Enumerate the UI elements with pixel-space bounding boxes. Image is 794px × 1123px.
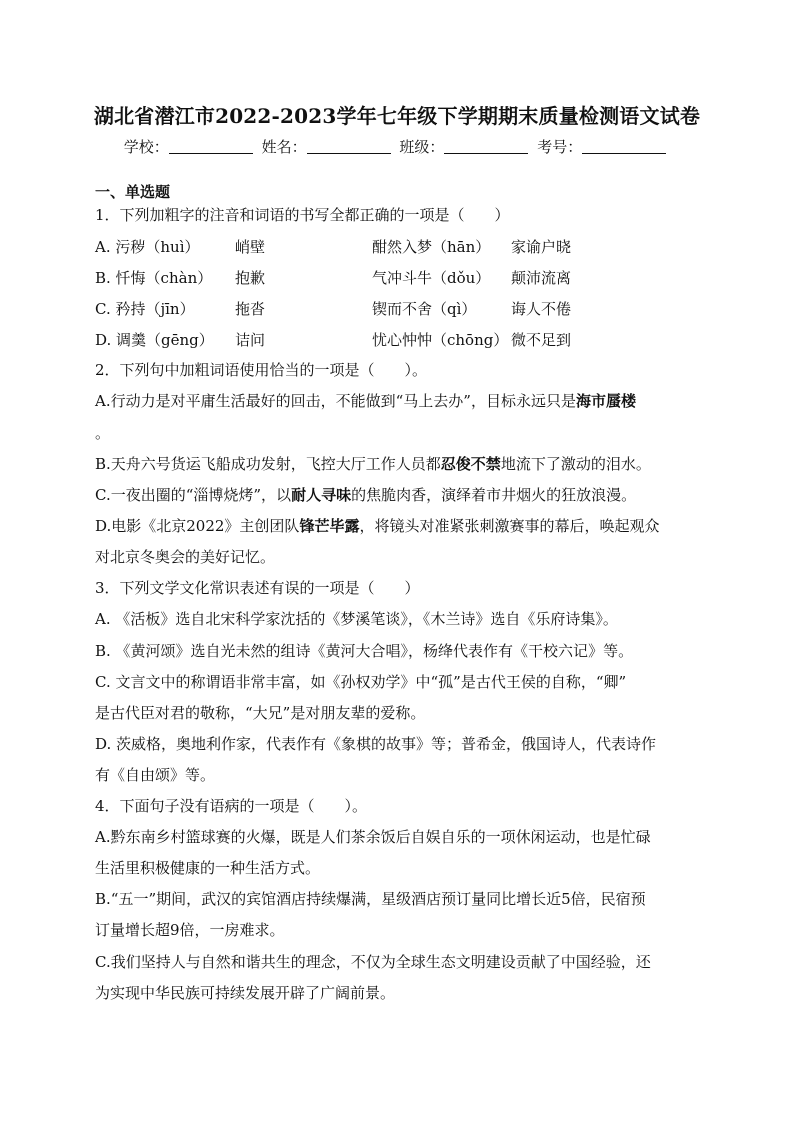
q1-option-c (95, 298, 615, 318)
school-blank[interactable] (169, 139, 253, 154)
q2-d-post: ，将镜头对准紧张刺激赛事的幕后，唤起观众 (359, 517, 660, 535)
q2-d-pre: D.电影《北京2022》主创团队 (95, 517, 300, 535)
q2-option-d-cont: 对北京冬奥会的美好记忆。 (95, 548, 276, 566)
q1-d-col2: 诘问 (235, 331, 266, 349)
q1-b-col1: B. 忏悔（chàn） (95, 269, 213, 287)
q2-c-bold: 耐人寻味 (291, 486, 352, 504)
q3-stem: 3．下列文学文化常识表述有误的一项是（ ） (95, 579, 420, 597)
q1-option-d (95, 329, 615, 349)
class-label: 班级： (399, 138, 445, 156)
q2-a-text: A.行动力是对平庸生活最好的回击，不能做到“马上去办”，目标永远只是 (95, 392, 576, 410)
q2-stem: 2．下列句中加粗词语使用恰当的一项是（ ）。 (95, 361, 428, 379)
q3-option-a: A. 《活板》选自北宋科学家沈括的《梦溪笔谈》，《木兰诗》选自《乐府诗集》。 (95, 610, 618, 628)
q2-b-pre: B.天舟六号货运飞船成功发射，飞控大厅工作人员都 (95, 455, 441, 473)
q1-c-col3: 锲而不舍（qì） (372, 300, 477, 318)
q2-a-bold: 海市蜃楼 (575, 392, 636, 410)
q1-a-col2: 峭壁 (235, 238, 266, 256)
name-label: 姓名： (261, 138, 307, 156)
q1-option-b (95, 267, 615, 287)
q4-option-c: C.我们坚持人与自然和谐共生的理念，不仅为全球生态文明建设贡献了中国经验，还 (95, 953, 651, 971)
q1-b-col4: 颠沛流离 (511, 269, 572, 287)
q1-b-col3: 气冲斗牛（dǒu） (372, 269, 491, 287)
q1-a-col4: 家谕户晓 (511, 238, 572, 256)
q2-c-post: 的焦脆肉香，演绎着市井烟火的狂放浪漫。 (351, 486, 637, 504)
q3-option-d: D. 茨威格，奥地利作家，代表作有《象棋的故事》等；普希金，俄国诗人，代表诗作 (95, 735, 657, 753)
q3-option-b: B. 《黄河颂》选自光未然的组诗《黄河大合唱》，杨绛代表作有《干校六记》等。 (95, 642, 634, 660)
q3-option-c-cont: 是古代臣对君的敬称，“大兄”是对朋友辈的爱称。 (95, 704, 426, 722)
q2-option-d (95, 516, 659, 536)
page-title: 湖北省潜江市2022-2023学年七年级下学期期末质量检测语文试卷 (93, 104, 701, 128)
q4-option-a-cont: 生活里积极健康的一种生活方式。 (95, 859, 321, 877)
q3-option-c: C. 文言文中的称谓语非常丰富，如《孙权劝学》中“孤”是古代王侯的自称，“卿” (95, 673, 627, 691)
q4-option-a: A.黔东南乡村篮球赛的火爆，既是人们茶余饭后自娱自乐的一项休闲运动，也是忙碌 (95, 828, 651, 846)
q2-b-bold: 忍俊不禁 (440, 455, 501, 473)
q2-b-post: 地流下了激动的泪水。 (500, 455, 651, 473)
q1-option-a (95, 236, 615, 256)
q4-stem: 4．下面句子没有语病的一项是（ ）。 (95, 797, 368, 815)
q2-c-pre: C.一夜出圈的“淄博烧烤”，以 (95, 486, 292, 504)
q1-c-col1: C. 矜持（jīn） (95, 300, 195, 318)
q1-c-col4: 诲人不倦 (511, 300, 572, 318)
q1-b-col2: 抱歉 (235, 269, 266, 287)
q1-d-col3: 忧心忡忡（chōng） (372, 331, 509, 349)
school-label: 学校： (123, 138, 169, 156)
class-blank[interactable] (444, 139, 528, 154)
exam-number-label: 考号： (537, 138, 583, 156)
q1-d-col1: D. 调羹（gēng） (95, 331, 214, 349)
q4-option-c-cont: 为实现中华民族可持续发展开辟了广阔前景。 (95, 984, 396, 1002)
q2-option-b (95, 454, 651, 474)
q1-d-col4: 微不足到 (511, 331, 572, 349)
q2-option-a (95, 391, 636, 411)
student-info-row (0, 136, 794, 157)
exam-number-blank[interactable] (582, 139, 666, 154)
q4-option-b: B.“五一”期间，武汉的宾馆酒店持续爆满，星级酒店预订量同比增长近5倍，民宿预 (95, 890, 646, 908)
q2-d-bold: 锋芒毕露 (299, 517, 360, 535)
q1-a-col1: A. 污秽（huì） (95, 238, 200, 256)
q4-option-b-cont: 订量增长超9倍，一房难求。 (95, 921, 285, 939)
q2-option-c (95, 485, 636, 505)
name-blank[interactable] (307, 139, 391, 154)
q3-option-d-cont: 有《自由颂》等。 (95, 766, 216, 784)
q1-stem: 1．下列加粗字的注音和词语的书写全都正确的一项是（ ） (95, 206, 510, 224)
section-title: 一、单选题 (95, 183, 171, 201)
q1-c-col2: 拖沓 (235, 300, 266, 318)
q2-option-a-end: 。 (95, 424, 111, 442)
q1-a-col3: 酣然入梦（hān） (372, 238, 491, 256)
